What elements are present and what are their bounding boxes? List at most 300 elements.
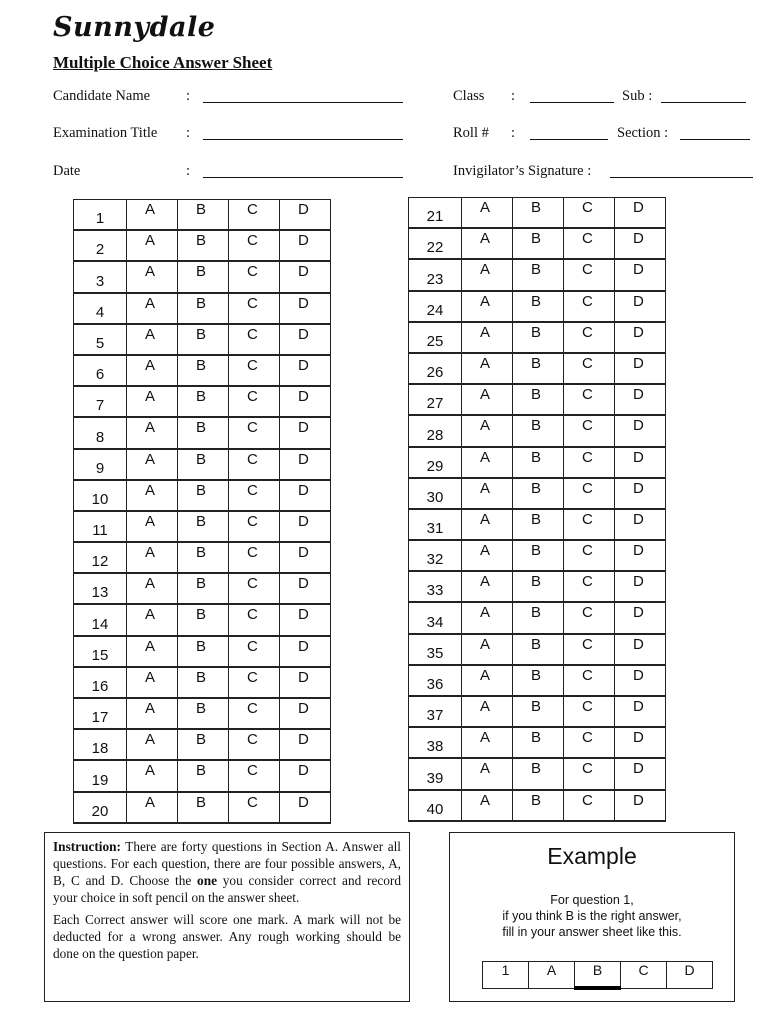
answer-bubble-b[interactable] — [178, 355, 229, 386]
option-letter: C — [247, 388, 258, 406]
answer-bubble-c[interactable] — [229, 200, 280, 231]
option-letter: A — [480, 292, 491, 310]
class-field[interactable] — [530, 102, 614, 103]
answer-bubble-c[interactable] — [229, 698, 280, 729]
answer-grid-left — [73, 199, 331, 824]
option-letter: A — [480, 666, 491, 684]
answer-bubble-b[interactable] — [513, 291, 564, 322]
question-number: 31 — [409, 509, 462, 540]
answer-bubble-c[interactable] — [229, 293, 280, 324]
question-number: 11 — [74, 511, 127, 542]
answer-bubble-b[interactable] — [513, 447, 564, 478]
answer-bubble-b[interactable] — [178, 792, 229, 823]
answer-bubble-c[interactable] — [229, 480, 280, 511]
question-row — [409, 602, 666, 633]
option-letter: D — [633, 666, 644, 684]
colon: : — [186, 163, 191, 179]
option-letter: A — [480, 510, 491, 528]
option-letter: B — [531, 510, 542, 528]
answer-bubble-a[interactable] — [127, 698, 178, 729]
question-row — [74, 667, 331, 698]
answer-bubble-b[interactable] — [178, 760, 229, 791]
answer-bubble-a[interactable] — [462, 353, 513, 384]
answer-bubble-b[interactable] — [513, 415, 564, 446]
answer-bubble-a[interactable] — [462, 322, 513, 353]
answer-bubble-b[interactable] — [513, 602, 564, 633]
option-letter: C — [582, 199, 593, 216]
answer-bubble-d[interactable] — [280, 729, 331, 760]
answer-bubble-d[interactable] — [280, 698, 331, 729]
question-row — [74, 573, 331, 604]
option-letter: B — [196, 544, 207, 562]
answer-bubble-d[interactable] — [615, 447, 666, 478]
answer-bubble-a[interactable] — [127, 324, 178, 355]
answer-bubble-c[interactable] — [229, 636, 280, 667]
option-letter: D — [633, 292, 644, 310]
question-number: 26 — [409, 353, 462, 384]
answer-bubble-b[interactable] — [178, 293, 229, 324]
question-row — [409, 790, 666, 821]
option-letter: D — [298, 731, 309, 749]
option-letter: D — [633, 573, 644, 591]
question-row — [74, 792, 331, 823]
question-number: 27 — [409, 384, 462, 415]
answer-bubble-b[interactable] — [513, 478, 564, 509]
answer-bubble-a[interactable] — [462, 696, 513, 727]
answer-bubble-b[interactable] — [513, 198, 564, 229]
question-row — [74, 386, 331, 417]
answer-bubble-b[interactable] — [178, 230, 229, 261]
question-number: 14 — [74, 604, 127, 635]
question-row — [409, 447, 666, 478]
answer-bubble-a[interactable] — [127, 200, 178, 231]
option-letter: C — [247, 793, 258, 811]
option-letter: B — [531, 323, 542, 341]
answer-bubble-d[interactable] — [280, 604, 331, 635]
option-letter: C — [247, 700, 258, 717]
answer-bubble-b[interactable] — [513, 353, 564, 384]
answer-bubble-a[interactable] — [127, 667, 178, 698]
answer-bubble-a[interactable] — [462, 384, 513, 415]
question-row — [74, 480, 331, 511]
question-row — [74, 729, 331, 760]
option-letter: A — [145, 325, 156, 343]
answer-bubble-a[interactable] — [127, 480, 178, 511]
section-label: Section : — [617, 125, 669, 141]
question-number: 28 — [409, 415, 462, 446]
answer-bubble-b[interactable] — [178, 604, 229, 635]
option-letter: B — [196, 450, 207, 468]
example-line: For question 1, — [550, 893, 634, 907]
question-number: 18 — [74, 729, 127, 760]
answer-bubble-d[interactable] — [615, 571, 666, 602]
answer-bubble-c[interactable] — [564, 198, 615, 229]
answer-bubble-a[interactable] — [462, 665, 513, 696]
example-box — [449, 832, 735, 1002]
answer-bubble-d[interactable] — [615, 540, 666, 571]
answer-bubble-b[interactable] — [178, 324, 229, 355]
answer-bubble-b[interactable] — [513, 322, 564, 353]
option-letter: C — [247, 325, 258, 343]
answer-bubble-a[interactable] — [462, 447, 513, 478]
answer-bubble-c[interactable] — [564, 634, 615, 665]
answer-bubble-c[interactable] — [229, 386, 280, 417]
answer-bubble-d[interactable] — [615, 727, 666, 758]
answer-bubble-d[interactable] — [615, 665, 666, 696]
answer-bubble-c[interactable] — [564, 540, 615, 571]
option-letter: B — [196, 232, 207, 250]
answer-bubble-d[interactable] — [280, 636, 331, 667]
option-letter: B — [531, 448, 542, 466]
answer-bubble-a[interactable] — [127, 542, 178, 573]
option-letter: B — [531, 230, 542, 248]
answer-bubble-d[interactable] — [280, 792, 331, 823]
section-field[interactable] — [680, 139, 750, 140]
answer-bubble-b[interactable] — [178, 480, 229, 511]
answer-bubble-a[interactable] — [462, 415, 513, 446]
option-letter: A — [480, 760, 491, 778]
question-row — [74, 355, 331, 386]
answer-bubble-d[interactable] — [615, 322, 666, 353]
answer-bubble-d[interactable] — [615, 291, 666, 322]
option-letter: B — [196, 637, 207, 655]
answer-bubble-c[interactable] — [229, 511, 280, 542]
answer-bubble-c[interactable] — [564, 291, 615, 322]
answer-bubble-b[interactable] — [513, 634, 564, 665]
option-letter: D — [633, 417, 644, 435]
answer-bubble-d[interactable] — [280, 573, 331, 604]
answer-bubble-b[interactable] — [513, 509, 564, 540]
answer-bubble-c[interactable] — [229, 261, 280, 292]
option-letter: D — [633, 230, 644, 248]
option-letter: C — [247, 294, 258, 312]
answer-bubble-d[interactable] — [615, 696, 666, 727]
answer-bubble-d[interactable] — [615, 415, 666, 446]
option-letter: C — [582, 729, 593, 747]
colon: : — [186, 88, 191, 104]
answer-bubble-c[interactable] — [229, 355, 280, 386]
answer-bubble-c[interactable] — [229, 542, 280, 573]
option-letter: D — [298, 481, 309, 499]
question-row — [409, 478, 666, 509]
option-letter: A — [145, 606, 156, 624]
instruction-emphasis: one — [197, 873, 217, 888]
answer-bubble-b[interactable] — [178, 511, 229, 542]
option-letter: B — [531, 604, 542, 622]
roll-field[interactable] — [530, 139, 608, 140]
question-row — [409, 665, 666, 696]
option-letter: C — [582, 698, 593, 715]
option-letter: B — [531, 261, 542, 279]
answer-bubble-d[interactable] — [280, 261, 331, 292]
answer-bubble-a[interactable] — [127, 573, 178, 604]
answer-bubble-b[interactable] — [513, 696, 564, 727]
option-letter: C — [247, 263, 258, 281]
answer-bubble-c[interactable] — [564, 415, 615, 446]
answer-bubble-d[interactable] — [615, 478, 666, 509]
option-letter: A — [480, 573, 491, 591]
option-letter: A — [480, 542, 491, 560]
answer-bubble-c[interactable] — [229, 573, 280, 604]
answer-bubble-c[interactable] — [564, 447, 615, 478]
option-letter: D — [298, 263, 309, 281]
option-letter: B — [196, 388, 207, 406]
answer-bubble-d[interactable] — [280, 667, 331, 698]
answer-bubble-c[interactable] — [229, 449, 280, 480]
question-number: 8 — [74, 417, 127, 448]
question-row — [74, 324, 331, 355]
option-letter: B — [196, 294, 207, 312]
answer-bubble-a[interactable] — [127, 355, 178, 386]
instruction-text: you consider correct and record your choice in soft pencil on the answer sheet. — [53, 873, 401, 905]
answer-bubble-c[interactable] — [564, 790, 615, 821]
answer-bubble-c[interactable] — [229, 792, 280, 823]
option-letter: A — [145, 668, 156, 686]
answer-bubble-c[interactable] — [564, 665, 615, 696]
answer-bubble-b[interactable] — [513, 790, 564, 821]
example-answer-row — [482, 961, 713, 990]
option-letter: D — [298, 544, 309, 562]
option-letter: C — [247, 668, 258, 686]
answer-bubble-c[interactable] — [564, 228, 615, 259]
answer-bubble-b[interactable] — [178, 386, 229, 417]
question-number: 17 — [74, 698, 127, 729]
answer-bubble-b[interactable] — [178, 636, 229, 667]
answer-bubble-b[interactable] — [178, 261, 229, 292]
answer-bubble-c[interactable] — [229, 324, 280, 355]
answer-bubble-d[interactable] — [280, 200, 331, 231]
option-letter: C — [582, 760, 593, 778]
question-number: 10 — [74, 480, 127, 511]
question-number: 23 — [409, 259, 462, 290]
option-letter: B — [531, 760, 542, 778]
answer-bubble-c[interactable] — [564, 322, 615, 353]
option-letter: D — [633, 604, 644, 622]
answer-bubble-b[interactable] — [178, 729, 229, 760]
answer-bubble-b[interactable] — [178, 200, 229, 231]
answer-bubble-a[interactable] — [462, 509, 513, 540]
answer-bubble-a[interactable] — [127, 792, 178, 823]
invigilator-signature-field[interactable] — [610, 177, 753, 178]
question-number: 35 — [409, 634, 462, 665]
answer-bubble-d[interactable] — [615, 509, 666, 540]
answer-bubble-a[interactable] — [127, 386, 178, 417]
answer-bubble-c[interactable] — [564, 259, 615, 290]
answer-bubble-a[interactable] — [462, 291, 513, 322]
answer-bubble-b[interactable] — [513, 540, 564, 571]
answer-bubble-c[interactable] — [564, 509, 615, 540]
question-number: 30 — [409, 478, 462, 509]
option-letter: C — [247, 731, 258, 749]
option-letter: C — [582, 292, 593, 310]
answer-bubble-b[interactable] — [178, 698, 229, 729]
answer-bubble-d[interactable] — [280, 386, 331, 417]
option-letter: D — [633, 729, 644, 747]
sub-field[interactable] — [661, 102, 746, 103]
colon: : — [186, 125, 191, 141]
roll-label: Roll # — [453, 125, 489, 141]
answer-bubble-a[interactable] — [127, 293, 178, 324]
answer-bubble-a[interactable] — [462, 790, 513, 821]
question-number: 32 — [409, 540, 462, 571]
answer-bubble-c[interactable] — [229, 417, 280, 448]
answer-bubble-c[interactable] — [564, 571, 615, 602]
option-letter: B — [531, 199, 542, 216]
question-number: 16 — [74, 667, 127, 698]
answer-bubble-a[interactable] — [462, 540, 513, 571]
example-line: fill in your answer sheet like this. — [502, 925, 682, 939]
option-letter: A — [480, 791, 491, 809]
option-letter: C — [582, 323, 593, 341]
answer-bubble-a[interactable] — [462, 634, 513, 665]
option-letter: D — [298, 762, 309, 780]
answer-bubble-b[interactable] — [513, 228, 564, 259]
option-letter: B — [196, 606, 207, 624]
option-letter: C — [247, 356, 258, 374]
question-row — [74, 261, 331, 292]
question-row — [74, 230, 331, 261]
answer-bubble-c[interactable] — [229, 667, 280, 698]
answer-bubble-a[interactable] — [127, 417, 178, 448]
answer-bubble-b[interactable] — [513, 384, 564, 415]
question-number: 38 — [409, 727, 462, 758]
answer-bubble-a[interactable] — [127, 729, 178, 760]
option-letter: C — [247, 232, 258, 250]
option-letter: C — [582, 417, 593, 435]
answer-bubble-d[interactable] — [280, 542, 331, 573]
option-letter: D — [633, 542, 644, 560]
answer-bubble-c[interactable] — [229, 604, 280, 635]
answer-bubble-a[interactable] — [462, 602, 513, 633]
answer-bubble-c[interactable] — [564, 727, 615, 758]
answer-bubble-a[interactable] — [462, 478, 513, 509]
example-option-d: D — [667, 962, 713, 989]
answer-bubble-d[interactable] — [280, 355, 331, 386]
answer-bubble-a[interactable] — [462, 758, 513, 789]
date-field[interactable] — [203, 177, 403, 178]
answer-bubble-d[interactable] — [615, 602, 666, 633]
answer-bubble-b[interactable] — [178, 542, 229, 573]
question-number: 7 — [74, 386, 127, 417]
answer-bubble-c[interactable] — [564, 353, 615, 384]
answer-bubble-b[interactable] — [513, 571, 564, 602]
question-number: 3 — [74, 261, 127, 292]
answer-bubble-c[interactable] — [564, 602, 615, 633]
option-letter: C — [582, 635, 593, 653]
option-letter: B — [531, 698, 542, 715]
option-letter: B — [196, 419, 207, 437]
answer-bubble-b[interactable] — [513, 727, 564, 758]
answer-bubble-d[interactable] — [280, 324, 331, 355]
answer-bubble-c[interactable] — [564, 478, 615, 509]
question-row — [409, 509, 666, 540]
question-row — [74, 698, 331, 729]
question-row — [409, 259, 666, 290]
question-row — [409, 571, 666, 602]
answer-bubble-a[interactable] — [462, 259, 513, 290]
question-number: 29 — [409, 447, 462, 478]
answer-bubble-c[interactable] — [229, 729, 280, 760]
answer-bubble-c[interactable] — [229, 760, 280, 791]
option-letter: A — [145, 793, 156, 811]
option-letter: B — [531, 292, 542, 310]
option-letter: A — [145, 637, 156, 655]
answer-bubble-a[interactable] — [462, 727, 513, 758]
answer-bubble-d[interactable] — [615, 198, 666, 229]
answer-bubble-c[interactable] — [564, 758, 615, 789]
answer-bubble-b[interactable] — [178, 573, 229, 604]
answer-bubble-b[interactable] — [513, 758, 564, 789]
instruction-text: There are forty questions in Section A. Answer all questions. For each question, there are four possible answers, A, B, C and D. Choose the — [53, 839, 401, 888]
option-letter: A — [145, 731, 156, 749]
answer-bubble-d[interactable] — [280, 511, 331, 542]
answer-bubble-c[interactable] — [564, 384, 615, 415]
answer-bubble-d[interactable] — [280, 760, 331, 791]
question-number: 13 — [74, 573, 127, 604]
answer-bubble-b[interactable] — [513, 665, 564, 696]
answer-bubble-d[interactable] — [615, 790, 666, 821]
option-letter: C — [582, 261, 593, 279]
answer-bubble-d[interactable] — [280, 449, 331, 480]
answer-bubble-c[interactable] — [564, 696, 615, 727]
answer-bubble-a[interactable] — [127, 230, 178, 261]
answer-bubble-a[interactable] — [462, 228, 513, 259]
answer-bubble-a[interactable] — [462, 198, 513, 229]
answer-bubble-d[interactable] — [615, 634, 666, 665]
answer-bubble-b[interactable] — [178, 417, 229, 448]
answer-bubble-d[interactable] — [280, 230, 331, 261]
option-letter: A — [480, 479, 491, 497]
question-row — [74, 511, 331, 542]
answer-bubble-a[interactable] — [127, 636, 178, 667]
option-letter: A — [145, 232, 156, 250]
option-letter: B — [196, 700, 207, 717]
option-letter: C — [247, 481, 258, 499]
option-letter: C — [582, 791, 593, 809]
answer-bubble-d[interactable] — [280, 417, 331, 448]
answer-bubble-c[interactable] — [229, 230, 280, 261]
option-letter: C — [582, 542, 593, 560]
candidate-name-field[interactable] — [203, 102, 403, 103]
option-letter: B — [196, 762, 207, 780]
answer-bubble-d[interactable] — [280, 293, 331, 324]
answer-bubble-a[interactable] — [462, 571, 513, 602]
answer-bubble-b[interactable] — [178, 449, 229, 480]
answer-bubble-d[interactable] — [615, 228, 666, 259]
answer-bubble-d[interactable] — [280, 480, 331, 511]
sheet-title: Multiple Choice Answer Sheet — [53, 53, 273, 72]
answer-bubble-d[interactable] — [615, 384, 666, 415]
answer-bubble-d[interactable] — [615, 353, 666, 384]
option-letter: D — [633, 760, 644, 778]
answer-bubble-a[interactable] — [127, 760, 178, 791]
answer-bubble-b[interactable] — [178, 667, 229, 698]
answer-bubble-a[interactable] — [127, 604, 178, 635]
option-letter: C — [247, 762, 258, 780]
answer-bubble-d[interactable] — [615, 259, 666, 290]
answer-bubble-a[interactable] — [127, 449, 178, 480]
answer-bubble-a[interactable] — [127, 261, 178, 292]
question-row — [409, 634, 666, 665]
option-letter: A — [480, 729, 491, 747]
examination-title-field[interactable] — [203, 139, 403, 140]
option-letter: B — [196, 668, 207, 686]
answer-bubble-d[interactable] — [615, 758, 666, 789]
question-number: 9 — [74, 449, 127, 480]
question-number: 19 — [74, 760, 127, 791]
answer-bubble-b[interactable] — [513, 259, 564, 290]
answer-bubble-a[interactable] — [127, 511, 178, 542]
